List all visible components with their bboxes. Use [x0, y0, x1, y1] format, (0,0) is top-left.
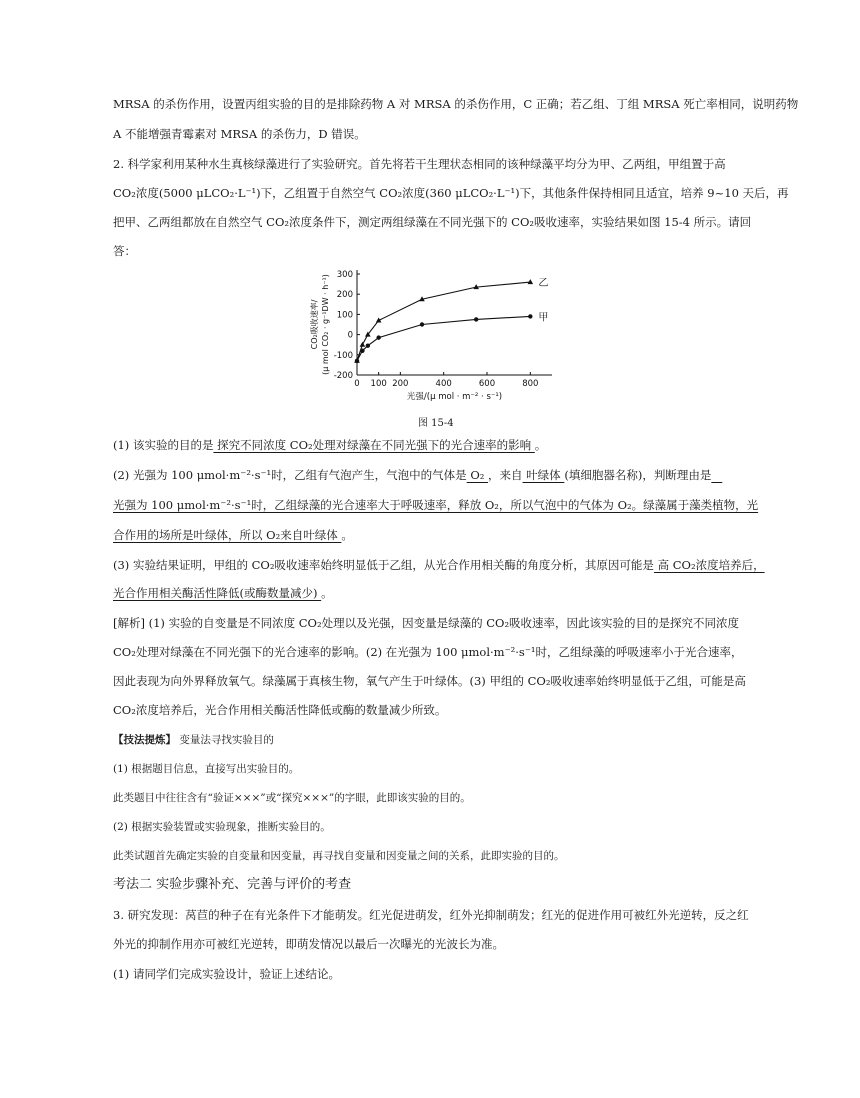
data-point-circle [528, 314, 532, 318]
tip-item-2: 此类题目中往往含有“验证×××”或“探究×××”的字眼，此即该实验的目的。 [113, 792, 471, 804]
answer-3-end: 。 [321, 586, 333, 600]
answer-1 [113, 437, 546, 453]
data-point-triangle [528, 279, 534, 284]
answer-2-blank [711, 468, 722, 482]
answer-2-end: 。 [341, 528, 353, 542]
y-tick-label: 200 [336, 290, 353, 301]
question-3-line-1: 3. 研究发现：莴苣的种子在有光条件下才能萌发。红光促进萌发，红外光抑制萌发；红光的促进作用可被红外光逆转，反之红 [113, 908, 749, 922]
x-tick-label: 800 [522, 379, 539, 389]
section-heading: 考法二 实验步骤补充、完善与评价的考查 [113, 877, 352, 892]
question-3-line-2: 外光的抑制作用亦可被红光逆转，即萌发情况以最后一次曝光的光波长为准。 [113, 937, 504, 951]
answer-2-prefix: (2) 光强为 100 μmol·m⁻²·s⁻¹时，乙组有气泡产生，气泡中的气体是 [113, 468, 467, 482]
analysis-line-1: [解析] (1) 实验的自变量是不同浓度 CO₂处理以及光强，因变量是绿藻的 CO₂吸收速率，因此该实验的目的是探究不同浓度 [113, 616, 740, 630]
tip-item-3: (2) 根据实验装置或实验现象，推断实验目的。 [113, 821, 331, 833]
y-tick-label: 0 [347, 330, 353, 341]
y-tick-label: -200 [333, 371, 353, 381]
answer-1-end: 。 [534, 438, 547, 452]
para-line-2: A 不能增强青霉素对 MRSA 的杀伤力，D 错误。 [113, 127, 366, 141]
answer-3-line-1 [113, 557, 765, 573]
para-line-1: MRSA 的杀伤作用，设置丙组实验的目的是排除药物 A 对 MRSA 的杀伤作用，C 正确；若乙组、丁组 MRSA 死亡率相同，说明药物 [113, 97, 799, 111]
answer-1-answer: 探究不同浓度 CO₂处理对绿藻在不同光强下的光合速率的影响 [213, 438, 535, 452]
data-point-triangle [360, 342, 366, 347]
data-point-circle [366, 344, 370, 348]
answer-2-organelle: 叶绿体 [522, 468, 565, 482]
data-point-circle [355, 359, 359, 363]
answer-2-mid: ，来自 [488, 468, 523, 482]
answer-2-line-2: 光强为 100 μmol·m⁻²·s⁻¹时，乙组绿藻的光合速率大于呼吸速率，释放 O₂，所以气泡中的气体为 O₂。绿藻属于藻类植物，光 [113, 498, 759, 512]
x-tick-label: 200 [392, 379, 409, 389]
y-tick-label: 300 [336, 270, 353, 280]
answer-2-line-3 [113, 527, 353, 543]
series-line-0 [357, 282, 530, 361]
answer-3-answer-a: 高 CO₂浓度培养后， [653, 558, 765, 572]
analysis-line-4: CO₂浓度培养后，光合作用相关酶活性降低或酶的数量减少所致。 [113, 703, 447, 717]
tip-heading [113, 732, 274, 748]
x-tick-label: 0 [354, 379, 360, 389]
x-tick-label: 600 [478, 379, 496, 389]
data-point-circle [360, 349, 364, 353]
question-2-line-1: 2. 科学家利用某种水生真核绿藻进行了实验研究。首先将若干生理状态相同的该种绿藻平均分为甲、乙两组，甲组置于高 [113, 157, 726, 171]
series-label: 乙 [538, 278, 549, 290]
tip-title: 【技法提炼】 [113, 734, 176, 746]
figure-caption: 图 15-4 [418, 418, 454, 429]
x-axis-label: 光强/(μ mol · m⁻² · s⁻¹) [406, 392, 503, 402]
question-2-line-3: 把甲、乙两组都放在自然空气 CO₂浓度条件下，测定两组绿藻在不同光强下的 CO₂吸收速率，实验结果如图 15-4 所示。请回 [113, 215, 752, 229]
answer-2-gas: O₂ [466, 468, 489, 482]
data-point-circle [474, 317, 478, 321]
tip-subtitle: 变量法寻找实验目的 [176, 734, 274, 746]
y-axis-label: CO₂吸收速率/ [310, 299, 319, 350]
question-3-line-3: (1) 请同学们完成实验设计，验证上述结论。 [113, 967, 340, 981]
tip-item-1: (1) 根据题目信息，直接写出实验目的。 [113, 763, 300, 775]
series-label: 甲 [538, 312, 549, 324]
y-axis-label-unit: (μ mol CO₂ · g⁻¹DW · h⁻¹) [321, 274, 330, 375]
answer-2-reason-end: 合作用的场所是叶绿体，所以 O₂来自叶绿体 [113, 528, 342, 542]
co2-absorption-chart [300, 258, 570, 410]
analysis-line-2: CO₂处理对绿藻在不同光强下的光合速率的影响。(2) 在光强为 100 μmol·m⁻²·s⁻¹时，乙组绿藻的呼吸速率小于光合速率， [113, 645, 743, 659]
question-2-line-2: CO₂浓度(5000 μLCO₂·L⁻¹)下，乙组置于自然空气 CO₂浓度(360 μLCO₂·L⁻¹)下，其他条件保持相同且适宜，培养 9~10 天后，再 [113, 186, 789, 200]
x-tick-label: 100 [370, 379, 387, 389]
tip-item-4: 此类试题首先确定实验的自变量和因变量，再寻找自变量和因变量之间的关系，此即实验的目的。 [113, 850, 565, 862]
analysis-line-3: 因此表现为向外界释放氧气。绿藻属于真核生物，氧气产生于叶绿体。(3) 甲组的 CO₂吸收速率始终明显低于乙组，可能是高 [113, 674, 746, 688]
y-tick-label: 100 [336, 310, 353, 321]
answer-1-prefix: (1) 该实验的目的是 [113, 438, 214, 452]
answer-3-answer-b: 光合作用相关酶活性降低(或酶数量减少) [113, 586, 322, 600]
answer-3-prefix: (3) 实验结果证明，甲组的 CO₂吸收速率始终明显低于乙组，从光合作用相关酶的角度分析，其原因可能是 [113, 558, 654, 572]
y-tick-label: -100 [333, 350, 353, 361]
answer-3-line-2 [113, 585, 333, 601]
x-tick-label: 400 [435, 379, 452, 389]
series-line-1 [357, 316, 530, 360]
data-point-circle [376, 335, 380, 339]
data-point-circle [420, 322, 424, 326]
answer-2-line-1 [113, 467, 722, 483]
answer-2-post: (填细胞器名称)，判断理由是 [564, 468, 712, 482]
question-2-line-4: 答： [113, 244, 136, 258]
